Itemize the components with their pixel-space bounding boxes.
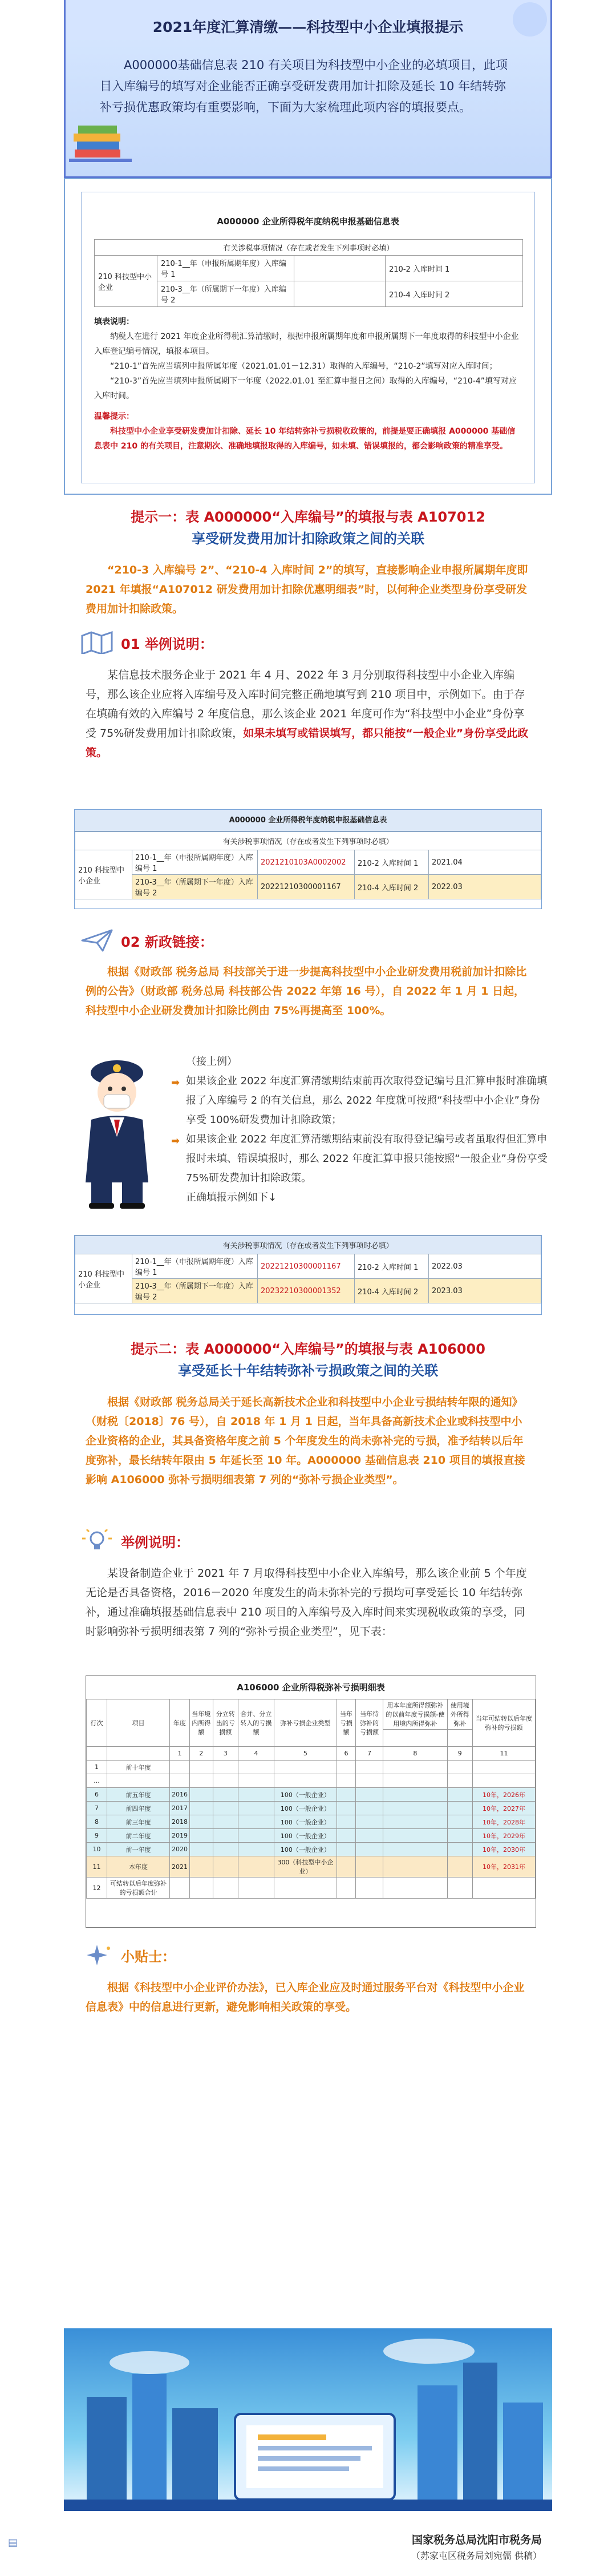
- loss-row-no: 9: [87, 1829, 107, 1843]
- tips-heading: [80, 1944, 176, 1967]
- loss-row-empty: [238, 1774, 274, 1788]
- continue-line2: [171, 1130, 548, 1188]
- loss-header: 分立转出的亏损额: [213, 1699, 238, 1747]
- loss-row-type: 300（科技型中小企业）: [274, 1856, 337, 1878]
- lightbulb-icon: [80, 1529, 114, 1552]
- example1-cell: 210-4 入库时间 2: [355, 875, 429, 899]
- continue-line1-c: 身份享受 100%研发费加计扣除政策；: [186, 1095, 540, 1126]
- loss-row-no: 7: [87, 1802, 107, 1815]
- loss-row-item: 前二年度: [107, 1829, 170, 1843]
- loss-table-row: [87, 1788, 536, 1802]
- loss-row-empty: [190, 1829, 213, 1843]
- loss-table-row: [87, 1878, 536, 1899]
- loss-col-index: 6: [337, 1747, 355, 1761]
- loss-table-row: [87, 1856, 536, 1878]
- loss-row-year: 2021: [170, 1856, 190, 1878]
- loss-row-type: 100（一般企业）: [274, 1802, 337, 1815]
- loss-row-empty: [447, 1856, 472, 1878]
- form-title: A000000 企业所得税年度纳税申报基础信息表: [217, 216, 399, 227]
- loss-row-empty: [355, 1878, 383, 1899]
- loss-row-empty: [238, 1761, 274, 1774]
- loss-table-row: [87, 1761, 536, 1774]
- loss-row-carry: 10年，2031年: [473, 1856, 536, 1878]
- tip2-para: 根据《财政部 税务总局关于延长高新技术企业和科技型中小企业亏损结转年限的通知》（财税〔2018〕76 号），自 2018 年 1 月 1 日起，当年具备高新技术企业或科技型中小企业资格的企业，其具备资格年度之前 5 个年度发生的尚未弥补完的亏损，准予结转以后年度弥补，最长结转年限由 5 年延长至 10 年。A000000 基础信息表 210 项目的填报直接影响 A106000 弥补亏损明细表第 7 列的“弥补亏损企业类型”。: [86, 1396, 525, 1486]
- form-row-label: 210 科技型中小企业: [95, 256, 157, 307]
- loss-row-type: [274, 1761, 337, 1774]
- loss-row-empty: [213, 1878, 238, 1899]
- example1-value: 2021210103A0002002: [258, 850, 355, 875]
- example2-value: 20221210300001167: [258, 1254, 355, 1279]
- loss-row-empty: [238, 1788, 274, 1802]
- loss-row-empty: [337, 1802, 355, 1815]
- example2-grid: [75, 1235, 541, 1303]
- loss-row-empty: [337, 1761, 355, 1774]
- loss-row-empty: [337, 1829, 355, 1843]
- loss-row-empty: [355, 1802, 383, 1815]
- arrow-icon: ➡: [171, 1135, 180, 1147]
- loss-row-empty: [383, 1802, 447, 1815]
- example1-date: 2022.03: [429, 875, 541, 899]
- continue-line1: [171, 1072, 548, 1130]
- loss-table-row: [87, 1829, 536, 1843]
- sec1-para-a: 某信息技术服务企业于 2021 年 4 月、2022 年 3 月分别取得科技型中小企业入库编号，那么该企业应将入库编号及入库时间完整正确地填写到 210 项目中，示例如下。由于存在填确有效的入库编号 2 年度信息，那么该企业 2021 年度可作为“科技型中小企业”身份享受 75%研发费用加计扣除政策，: [86, 669, 525, 740]
- form-cell: 210-2 入库时间 1: [386, 256, 523, 281]
- books-icon: [69, 110, 132, 172]
- loss-row-empty: [355, 1761, 383, 1774]
- example2-subtitle: 有关涉税事项情况（存在或者发生下列事项时必填）: [75, 1236, 541, 1254]
- loss-header: 当年亏损额: [337, 1699, 355, 1747]
- form-notes: [94, 314, 522, 454]
- paper-plane-icon: [80, 929, 114, 952]
- continue-lead: （接上例）: [186, 1056, 237, 1068]
- loss-row-item: 前十年度: [107, 1761, 170, 1774]
- loss-table-grid: [86, 1699, 536, 1899]
- loss-row-empty: [355, 1829, 383, 1843]
- notes-heading: 填表说明：: [94, 317, 134, 326]
- footer-contributor: （苏家屯区税务局刘宛儒 供稿）: [411, 2550, 542, 2561]
- loss-row-year: 2016: [170, 1788, 190, 1802]
- loss-row-empty: [190, 1788, 213, 1802]
- loss-row-type: 100（一般企业）: [274, 1788, 337, 1802]
- loss-row-empty: [447, 1788, 472, 1802]
- loss-row-empty: [190, 1815, 213, 1829]
- loss-header-gap: [383, 1730, 447, 1747]
- loss-row-type: [274, 1878, 337, 1899]
- loss-row-carry: 10年，2030年: [473, 1843, 536, 1856]
- loss-row-empty: [238, 1856, 274, 1878]
- map-icon: [80, 631, 114, 654]
- loss-row-empty: [383, 1774, 447, 1788]
- loss-header: 项目: [107, 1699, 170, 1747]
- loss-row-no: 11: [87, 1856, 107, 1878]
- loss-row-empty: [190, 1761, 213, 1774]
- loss-col-index: [107, 1747, 170, 1761]
- loss-row-empty: [447, 1829, 472, 1843]
- example1-date: 2021.04: [429, 850, 541, 875]
- loss-row-type: 100（一般企业）: [274, 1815, 337, 1829]
- loss-row-empty: [337, 1878, 355, 1899]
- example1-grid: [75, 831, 541, 899]
- continue-line2-a: 如果该企业 2022 年度汇算清缴期结束前: [186, 1133, 373, 1145]
- tips-para: 根据《科技型中小企业评价办法》，已入库企业应及时通过服务平台对《科技型中小企业信息表》中的信息进行更新，避免影响相关政策的享受。: [86, 1981, 525, 2013]
- example2-value: 20232210300001352: [258, 1279, 355, 1303]
- loss-row-empty: [383, 1761, 447, 1774]
- sec2-para: 根据《财政部 税务总局 科技部关于进一步提高科技型中小企业研发费用税前加计扣除比例的公告》（财政部 税务总局 科技部公告 2022 年第 16 号），自 2022 年 1 月 1 日起，科技型中小企业研发费加计扣除比例由 75%再提高至 100%。: [86, 966, 527, 1017]
- loss-row-no: 8: [87, 1815, 107, 1829]
- continue-line2-b: 没有取得: [372, 1133, 414, 1145]
- loss-row-empty: [355, 1856, 383, 1878]
- form-inner: [81, 192, 535, 483]
- continue-line1-a: 如果该企业 2022 年度汇算清缴期结束前再次取得登记编号且汇算申报时准确填报了入库编号 2 的有关信息，那么 2022 年度就可按照: [186, 1075, 548, 1107]
- loss-row-type: [274, 1774, 337, 1788]
- loss-row-empty: [383, 1856, 447, 1878]
- page-title: 2021年度汇算清缴——科技型中小企业填报提示: [152, 19, 464, 35]
- loss-row-empty: [383, 1788, 447, 1802]
- loss-header: 用本年度所得额弥补的以前年度亏损额-使用境内所得弥补: [383, 1699, 447, 1730]
- loss-row-year: [170, 1774, 190, 1788]
- loss-row-empty: [337, 1843, 355, 1856]
- loss-row-year: [170, 1761, 190, 1774]
- example2-cell: 210-1__年（申报所属期年度）入库编号 1: [132, 1254, 258, 1279]
- loss-row-empty: [355, 1843, 383, 1856]
- loss-row-item: 前四年度: [107, 1802, 170, 1815]
- example2-table: [74, 1235, 542, 1315]
- loss-row-empty: [238, 1815, 274, 1829]
- loss-row-empty: [190, 1843, 213, 1856]
- example2-row-label: 210 科技型中小企业: [75, 1254, 132, 1303]
- loss-col-index: 1: [170, 1747, 190, 1761]
- loss-header: 当年境内所得额: [190, 1699, 213, 1747]
- loss-table-body: [87, 1761, 536, 1899]
- loss-row-year: 2020: [170, 1843, 190, 1856]
- loss-row-empty: [213, 1761, 238, 1774]
- loss-row-empty: [337, 1815, 355, 1829]
- police-officer-illustration: [68, 1040, 165, 1211]
- tip1-title: 提示一：表 A000000“入库编号”的填报与表 A107012: [131, 509, 485, 525]
- loss-row-empty: [383, 1815, 447, 1829]
- loss-row-empty: [383, 1843, 447, 1856]
- loss-table-row: [87, 1802, 536, 1815]
- continue-line3: 正确填报示例如下↓: [186, 1192, 277, 1204]
- loss-row-year: 2018: [170, 1815, 190, 1829]
- loss-row-empty: [190, 1802, 213, 1815]
- loss-row-empty: [447, 1878, 472, 1899]
- warn-text: 科技型中小企业享受研发费加计扣除、延长 10 年结转弥补亏损税收政策的，前提是要正确填报 A000000 基础信息表中 210 的有关项目，注意期次、准确地填报取得的入库编号，如未填、错误填报的，都会影响政策的精准享受。: [94, 427, 516, 451]
- loss-col-index: 8: [383, 1747, 447, 1761]
- sec3-heading: [80, 1529, 189, 1552]
- loss-row-empty: [447, 1802, 472, 1815]
- arrow-icon: ➡: [171, 1077, 180, 1089]
- form-document: [64, 178, 552, 495]
- loss-row-no: ...: [87, 1774, 107, 1788]
- loss-row-empty: [190, 1774, 213, 1788]
- loss-row-no: 6: [87, 1788, 107, 1802]
- sparkle-icon: [80, 1944, 114, 1967]
- continued-example: [171, 1052, 548, 1208]
- continue-line2-e: 时，那么 2022 年度汇算申报只能按照: [278, 1153, 455, 1165]
- footer-illustration: [64, 2328, 552, 2511]
- loss-row-empty: [238, 1878, 274, 1899]
- loss-row-empty: [447, 1761, 472, 1774]
- loss-row-carry: 10年，2027年: [473, 1802, 536, 1815]
- form-cell: 210-3__年（所属期下一年度）入库编号 2: [157, 281, 294, 307]
- loss-row-empty: [383, 1829, 447, 1843]
- loss-col-index: 4: [238, 1747, 274, 1761]
- form-table: [94, 239, 523, 307]
- loss-row-empty: [213, 1774, 238, 1788]
- warn-heading: 温馨提示：: [94, 412, 134, 421]
- continue-line2-c: 登记编号或者虽取得但: [414, 1133, 517, 1145]
- loss-row-item: 前三年度: [107, 1815, 170, 1829]
- sec1-para: [86, 665, 530, 762]
- loss-header: 年度: [170, 1699, 190, 1747]
- loss-table: [86, 1675, 536, 1928]
- tip2-title: 提示二：表 A000000“入库编号”的填报与表 A106000: [131, 1341, 485, 1357]
- sec2-heading: [80, 929, 213, 952]
- loss-table-row: [87, 1843, 536, 1856]
- tip2-subtitle: 享受延长十年结转弥补亏损政策之间的关联: [178, 1363, 438, 1379]
- example2-cell: 210-3__年（所属期下一年度）入库编号 2: [132, 1279, 258, 1303]
- example1-value: 20221210300001167: [258, 875, 355, 899]
- tip1-subtitle: 享受研发费用加计扣除政策之间的关联: [192, 531, 424, 547]
- form-cell: 210-4 入库时间 2: [386, 281, 523, 307]
- example1-table: [74, 809, 542, 909]
- loss-row-item: [107, 1774, 170, 1788]
- loss-row-empty: [238, 1829, 274, 1843]
- notes-p3: “210-3”首先应当填列申报所属期下一年度（2022.01.01 至汇算申报日之间）取得的入库编号，“210-4”填写对应入库时间。: [94, 377, 517, 401]
- loss-row-empty: [213, 1843, 238, 1856]
- continue-line2-g: 身份享受 75%研发费加计扣除政策。: [186, 1153, 548, 1184]
- sec3-label: 举例说明：: [121, 1534, 189, 1551]
- notes-p2: “210-1”首先应当填列申报所属年度（2021.01.01－12.31）取得的入库编号，“210-2”填写对应入库时间；: [110, 362, 497, 371]
- loss-col-index: 5: [274, 1747, 337, 1761]
- loss-row-empty: [355, 1774, 383, 1788]
- loss-row-empty: [447, 1843, 472, 1856]
- loss-header-gap: [447, 1730, 472, 1747]
- loss-row-item: 前一年度: [107, 1843, 170, 1856]
- loss-row-empty: [213, 1788, 238, 1802]
- loss-table-row: [87, 1815, 536, 1829]
- loss-row-empty: [337, 1788, 355, 1802]
- loss-row-carry: 10年，2028年: [473, 1815, 536, 1829]
- loss-row-empty: [213, 1815, 238, 1829]
- loss-row-year: 2019: [170, 1829, 190, 1843]
- tip1-para: “210-3 入库编号 2”、“210-4 入库时间 2”的填写，直接影响企业申报所属期年度即 2021 年填报“A107012 研发费用加计扣除优惠明细表”时，以何种企业类型身份享受研发费用加计扣除政策。: [86, 564, 528, 615]
- example1-cell: 210-1__年（申报所属期年度）入库编号 1: [132, 850, 258, 875]
- example1-title: A000000 企业所得税年度纳税申报基础信息表: [75, 810, 541, 831]
- loss-header: 当年可结转以后年度弥补的亏损额: [473, 1699, 536, 1747]
- form-cell: [294, 281, 386, 307]
- example1-cell: 210-3__年（所属期下一年度）入库编号 2: [132, 875, 258, 899]
- document-icon: ▤: [8, 2537, 18, 2549]
- loss-row-empty: [238, 1802, 274, 1815]
- sec3-para: 某设备制造企业于 2021 年 7 月取得科技型中小企业入库编号，那么该企业前 5 个年度无论是否具备资格，2016－2020 年度发生的尚未弥补完的亏损均可享受延长 10 年结转弥补，通过准确填报基础信息表中 210 项目的入库编号及入库时间来实现税收政策的享受，同时影响弥补亏损明细表第 7 列的“弥补亏损企业类型”，见下表：: [86, 1567, 527, 1638]
- notes-p1: 纳税人在进行 2021 年度企业所得税汇算清缴时，根据申报所属期年度和申报所属期下一年度取得的科技型中小企业入库登记编号情况，填报本项目。: [94, 332, 519, 356]
- loss-col-index: [87, 1747, 107, 1761]
- loss-row-empty: [337, 1856, 355, 1878]
- loss-header: 使用境外所得弥补: [447, 1699, 472, 1730]
- loss-row-item: 本年度: [107, 1856, 170, 1878]
- continue-line2-d: 汇算申报时未填、错误填报: [186, 1133, 548, 1165]
- loss-row-empty: [337, 1774, 355, 1788]
- loss-row-item: 前五年度: [107, 1788, 170, 1802]
- continue-line1-b: “科技型中小企业”: [437, 1095, 520, 1107]
- form-subtitle: 有关涉税事项情况（存在或者发生下列事项时必填）: [95, 240, 523, 256]
- loss-row-no: 12: [87, 1878, 107, 1899]
- loss-col-index: 7: [355, 1747, 383, 1761]
- loss-row-carry: [473, 1774, 536, 1788]
- loss-row-empty: [447, 1774, 472, 1788]
- loss-row-empty: [238, 1843, 274, 1856]
- sec2-label: 02 新政链接：: [121, 934, 213, 950]
- loss-row-no: 10: [87, 1843, 107, 1856]
- loss-row-item: 可结转以后年度弥补的亏损额合计: [107, 1878, 170, 1899]
- sec1-heading: [80, 631, 213, 654]
- intro-text: A000000基础信息表 210 有关项目为科技型中小企业的必填项目，此项目入库编号的填写对企业能否正确享受研发费用加计扣除及延长 10 年结转弥补亏损优惠政策均有重要影响，下面为大家梳理此项内容的填报要点。: [100, 58, 508, 114]
- loss-row-empty: [447, 1815, 472, 1829]
- loss-row-empty: [213, 1802, 238, 1815]
- loss-row-empty: [383, 1878, 447, 1899]
- loss-row-carry: 10年，2029年: [473, 1829, 536, 1843]
- example2-cell: 210-2 入库时间 1: [355, 1254, 429, 1279]
- loss-row-empty: [190, 1856, 213, 1878]
- loss-row-year: [170, 1878, 190, 1899]
- loss-header: 合并、分立转入的亏损额: [238, 1699, 274, 1747]
- sec1-para-b: 如果未填写或错误填写，都只能按“一般企业”身份享受此政策。: [86, 727, 529, 759]
- continue-line2-f: “一般企业”: [455, 1153, 506, 1165]
- loss-table-row: [87, 1774, 536, 1788]
- loss-row-no: 1: [87, 1761, 107, 1774]
- loss-row-type: 100（一般企业）: [274, 1843, 337, 1856]
- example1-row-label: 210 科技型中小企业: [75, 850, 132, 899]
- loss-row-carry: [473, 1761, 536, 1774]
- form-cell: 210-1__年（申报所属期年度）入库编号 1: [157, 256, 294, 281]
- loss-row-empty: [213, 1856, 238, 1878]
- loss-row-empty: [190, 1878, 213, 1899]
- loss-row-type: 100（一般企业）: [274, 1829, 337, 1843]
- city-illustration: [64, 2328, 552, 2511]
- example1-subtitle: 有关涉税事项情况（存在或者发生下列事项时必填）: [75, 832, 541, 850]
- example1-cell: 210-2 入库时间 1: [355, 850, 429, 875]
- sec1-label: 01 举例说明：: [121, 636, 213, 652]
- loss-header: 行次: [87, 1699, 107, 1747]
- form-cell: [294, 256, 386, 281]
- loss-col-index: 3: [213, 1747, 238, 1761]
- loss-table-caption: A106000 企业所得税弥补亏损明细表: [237, 1682, 385, 1693]
- loss-header: 弥补亏损企业类型: [274, 1699, 337, 1747]
- loss-col-index: 9: [447, 1747, 472, 1761]
- example2-date: 2023.03: [429, 1279, 541, 1303]
- example2-cell: 210-4 入库时间 2: [355, 1279, 429, 1303]
- loss-row-year: 2017: [170, 1802, 190, 1815]
- loss-col-index: 2: [190, 1747, 213, 1761]
- example2-date: 2022.03: [429, 1254, 541, 1279]
- loss-header: 当年待弥补的亏损额: [355, 1699, 383, 1747]
- loss-row-empty: [355, 1788, 383, 1802]
- tips-label: 小贴士：: [121, 1948, 176, 1965]
- footer-organization: 国家税务总局沈阳市税务局: [411, 2534, 542, 2546]
- loss-row-empty: [355, 1815, 383, 1829]
- loss-row-empty: [213, 1829, 238, 1843]
- header-banner: [64, 0, 552, 178]
- loss-row-carry: [473, 1878, 536, 1899]
- loss-col-index: 11: [473, 1747, 536, 1761]
- loss-row-carry: 10年，2026年: [473, 1788, 536, 1802]
